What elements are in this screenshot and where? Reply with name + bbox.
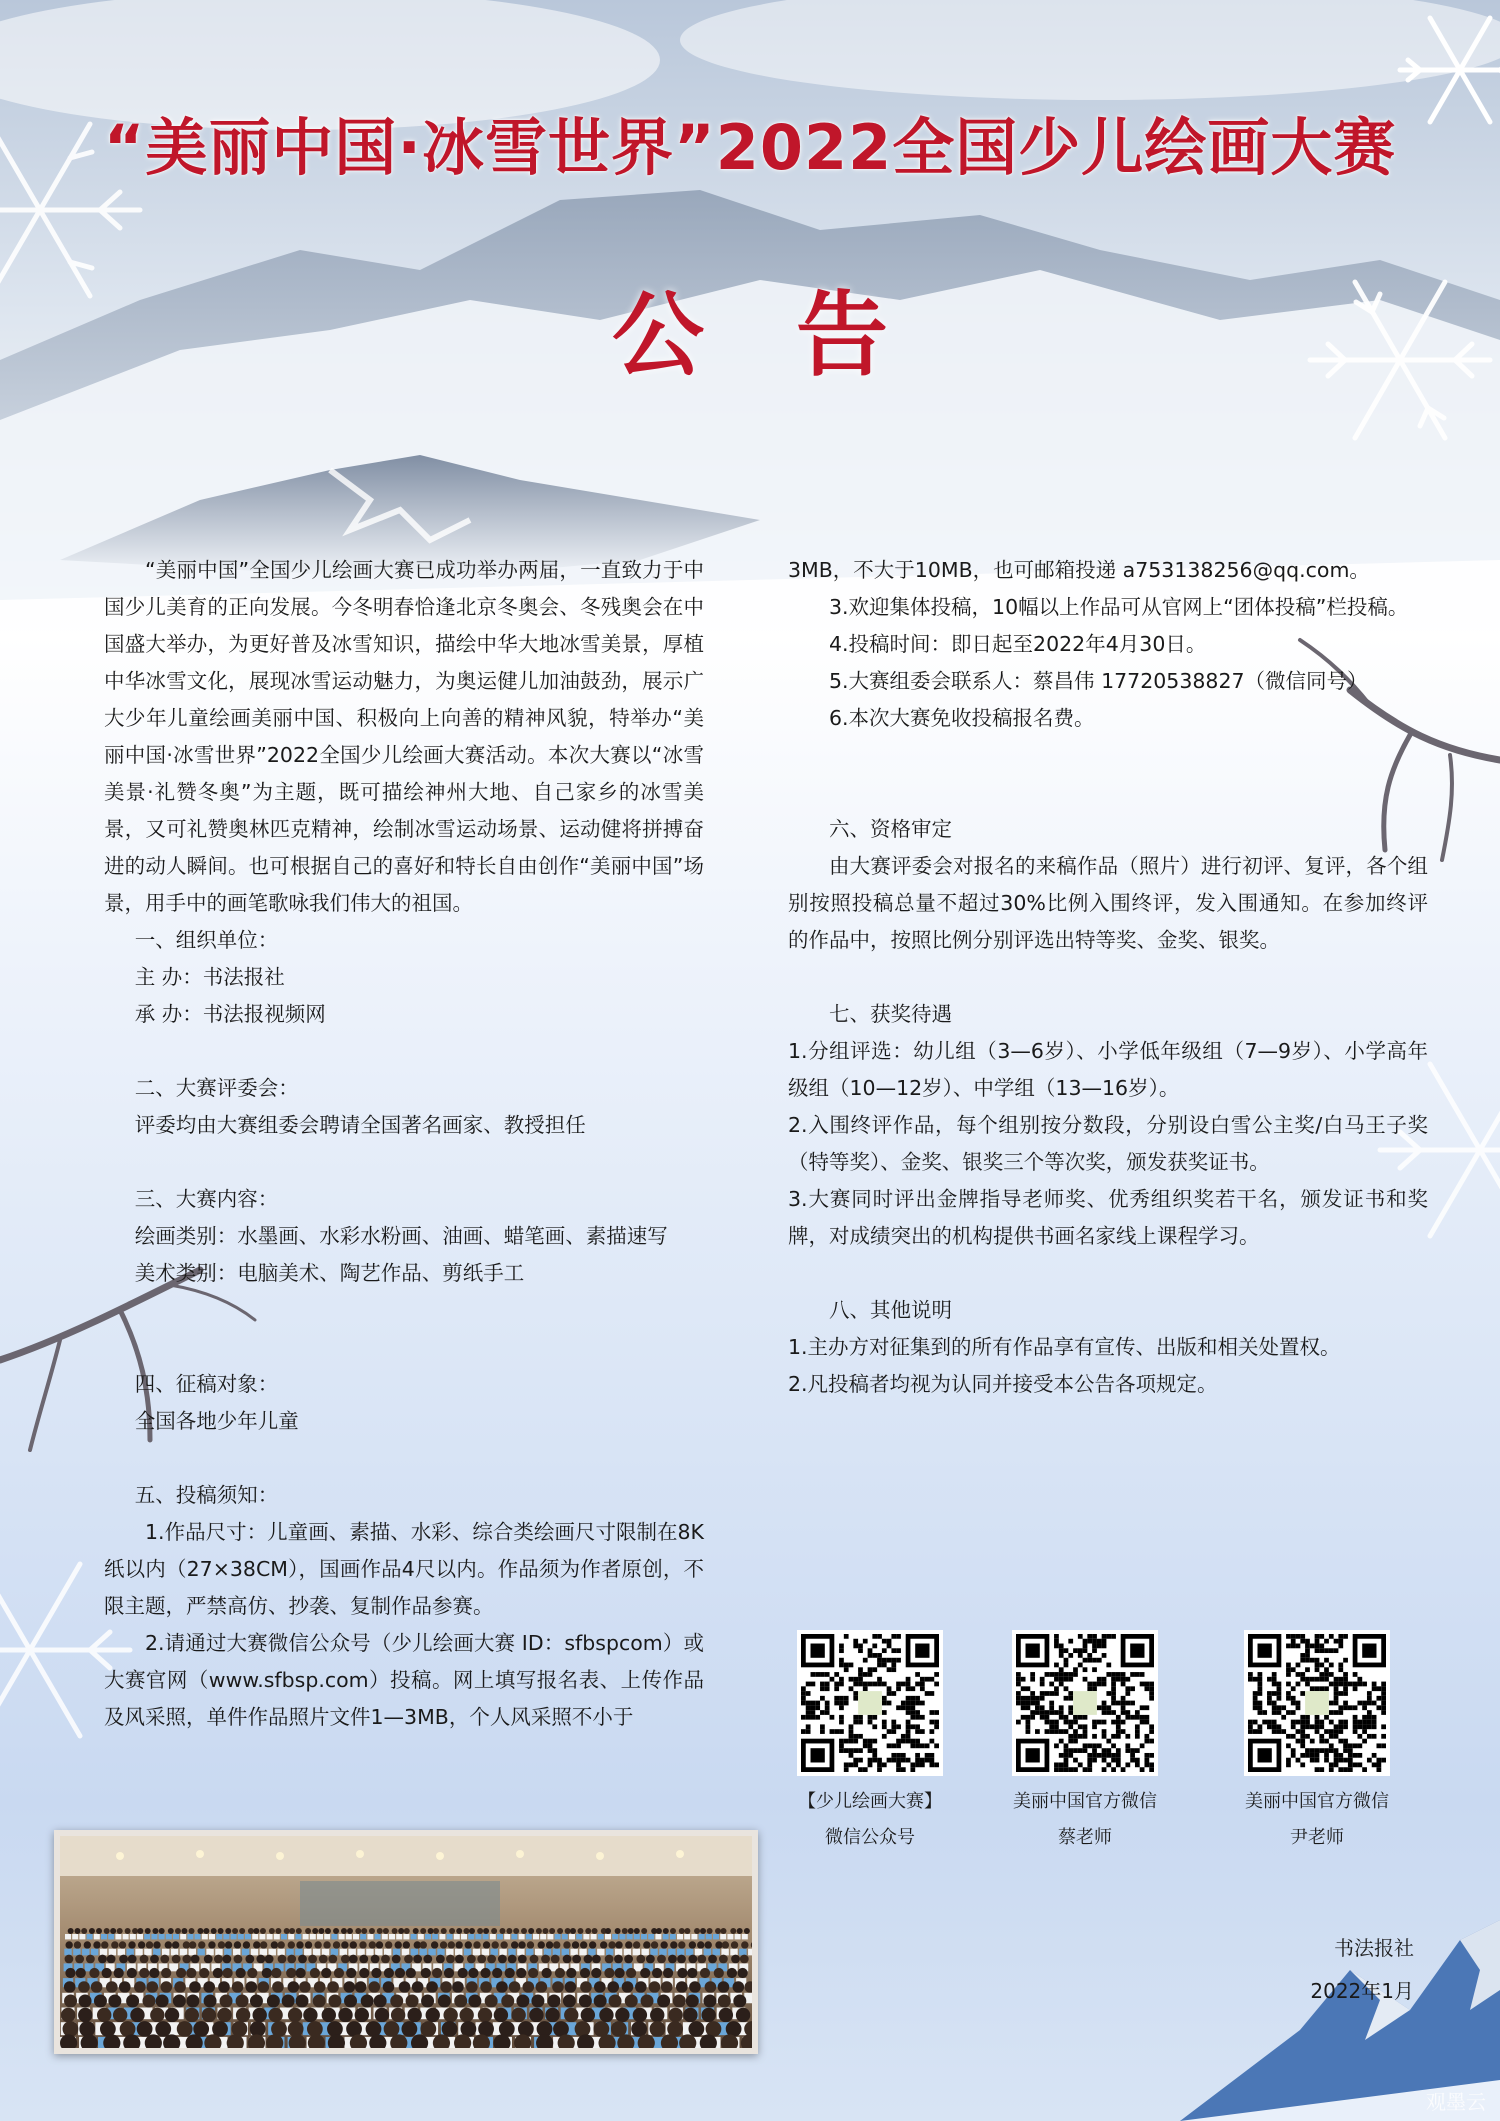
judges-text: 评委均由大赛组委会聘请全国著名画家、教授担任 bbox=[134, 1113, 586, 1137]
qr-caption-line1: 美丽中国官方微信 bbox=[1245, 1791, 1389, 1812]
submission-rule-2: 2.请通过大赛微信公众号（少儿绘画大赛 ID：sfbspcom）或大赛官网（www.sfbsp.com）投稿。网上填写报名表、上传作品及风采照，单件作品照片文件1—3MB，个人风采照不小于 bbox=[104, 1631, 704, 1729]
qr-code-official-wechat-yin[interactable] bbox=[1222, 1630, 1412, 1856]
award-rule-3: 3.大赛同时评出金牌指导老师奖、优秀组织奖若干名，颁发证书和奖牌，对成绩突出的机构提供书画名家线上课程学习。 bbox=[788, 1187, 1428, 1248]
submission-rule-5: 5.大赛组委会联系人：蔡昌伟 17720538827（微信同号） bbox=[829, 669, 1368, 693]
qr-caption-line2: 尹老师 bbox=[1290, 1827, 1344, 1848]
qr-caption-line2: 蔡老师 bbox=[1058, 1827, 1112, 1848]
signature-date: 2022年1月 bbox=[1310, 1979, 1414, 2003]
award-rule-1: 1.分组评选：幼儿组（3—6岁）、小学低年级组（7—9岁）、小学高年级组（10—12岁）、中学组（13—16岁）。 bbox=[788, 1039, 1428, 1100]
section-title-content: 三、大赛内容： bbox=[134, 1187, 279, 1211]
qr-code-icon bbox=[797, 1630, 943, 1776]
qr-caption-line1: 【少儿绘画大赛】 bbox=[798, 1791, 942, 1812]
intro-paragraph: “美丽中国”全国少儿绘画大赛已成功举办两届，一直致力于中国少儿美育的正向发展。今冬明春恰逢北京冬奥会、冬残奥会在中国盛大举办，为更好普及冰雪知识，描绘中华大地冰雪美景，厚植中华冰雪文化，展现冰雪运动魅力，为奥运健儿加油鼓劲，展示广大少年儿童绘画美丽中国、积极向上向善的精神风貌，特举办“美丽中国·冰雪世界”2022全国少儿绘画大赛活动。本次大赛以“冰雪美景·礼赞冬奥”为主题，既可描绘神州大地、自己家乡的冰雪美景，又可礼赞奥林匹克精神，绘制冰雪运动场景、运动健将拼搏奋进的动人瞬间。也可根据自己的喜好和特长自由创作“美丽中国”场景，用手中的画笔歌咏我们伟大的祖国。 bbox=[104, 558, 704, 915]
qualification-text: 由大赛评委会对报名的来稿作品（照片）进行初评、复评，各个组别按照投稿总量不超过30%比例入围终评，发入围通知。在参加终评的作品中，按照比例分别评选出特等奖、金奖、银奖。 bbox=[788, 854, 1428, 952]
submission-rule-3: 3.欢迎集体投稿，10幅以上作品可从官网上“团体投稿”栏投稿。 bbox=[829, 595, 1409, 619]
qr-code-wechat-account[interactable] bbox=[790, 1630, 950, 1856]
organizer-text: 承 办：书法报视频网 bbox=[134, 1002, 326, 1026]
qr-caption-line1: 美丽中国官方微信 bbox=[1013, 1791, 1157, 1812]
page-title: “美丽中国·冰雪世界”2022全国少儿绘画大赛 bbox=[103, 111, 1397, 184]
auditorium-image bbox=[60, 1836, 752, 2048]
host-text: 主 办：书法报社 bbox=[134, 965, 285, 989]
section-title-organizers: 一、组织单位： bbox=[134, 928, 279, 952]
submission-rule-4: 4.投稿时间：即日起至2022年4月30日。 bbox=[829, 632, 1207, 656]
award-rule-2: 2.入围终评作品，每个组别按分数段，分别设白雪公主奖/白马王子奖（特等奖）、金奖、银奖三个等次奖，颁发获奖证书。 bbox=[788, 1113, 1428, 1174]
right-column bbox=[788, 552, 1428, 1403]
other-rule-1: 1.主办方对征集到的所有作品享有宣传、出版和相关处置权。 bbox=[788, 1335, 1341, 1359]
other-rule-2: 2.凡投稿者均视为认同并接受本公告各项规定。 bbox=[788, 1372, 1218, 1396]
art-categories: 美术类别：电脑美术、陶艺作品、剪纸手工 bbox=[134, 1261, 525, 1285]
event-photo bbox=[54, 1830, 758, 2054]
watermark: 观墨云 bbox=[1426, 2090, 1486, 2114]
qr-code-icon bbox=[1012, 1630, 1158, 1776]
section-title-other: 八、其他说明 bbox=[829, 1298, 952, 1322]
submission-rule-6: 6.本次大赛免收投稿报名费。 bbox=[829, 706, 1095, 730]
signature-org: 书法报社 bbox=[1334, 1936, 1414, 1960]
notice-heading: 公告 bbox=[611, 282, 980, 389]
qr-caption-line2: 微信公众号 bbox=[825, 1827, 915, 1848]
qr-code-icon bbox=[1244, 1630, 1390, 1776]
painting-categories: 绘画类别：水墨画、水彩水粉画、油画、蜡笔画、素描速写 bbox=[134, 1224, 668, 1248]
submission-rule-1: 1.作品尺寸：儿童画、素描、水彩、综合类绘画尺寸限制在8K纸以内（27×38CM），国画作品4尺以内。作品须为作者原创，不限主题，严禁高仿、抄袭、复制作品参赛。 bbox=[104, 1520, 704, 1618]
left-column bbox=[104, 552, 704, 1736]
submission-rule-2-continued: 3MB，不大于10MB，也可邮箱投递 a753138256@qq.com。 bbox=[788, 558, 1370, 582]
participants-text: 全国各地少年儿童 bbox=[134, 1409, 299, 1433]
section-title-judges: 二、大赛评委会： bbox=[134, 1076, 299, 1100]
qr-code-official-wechat-cai[interactable] bbox=[990, 1630, 1180, 1856]
section-title-participants: 四、征稿对象： bbox=[134, 1372, 279, 1396]
section-title-awards: 七、获奖待遇 bbox=[829, 1002, 952, 1026]
section-title-qualification: 六、资格审定 bbox=[829, 817, 952, 841]
section-title-submission: 五、投稿须知： bbox=[134, 1483, 279, 1507]
